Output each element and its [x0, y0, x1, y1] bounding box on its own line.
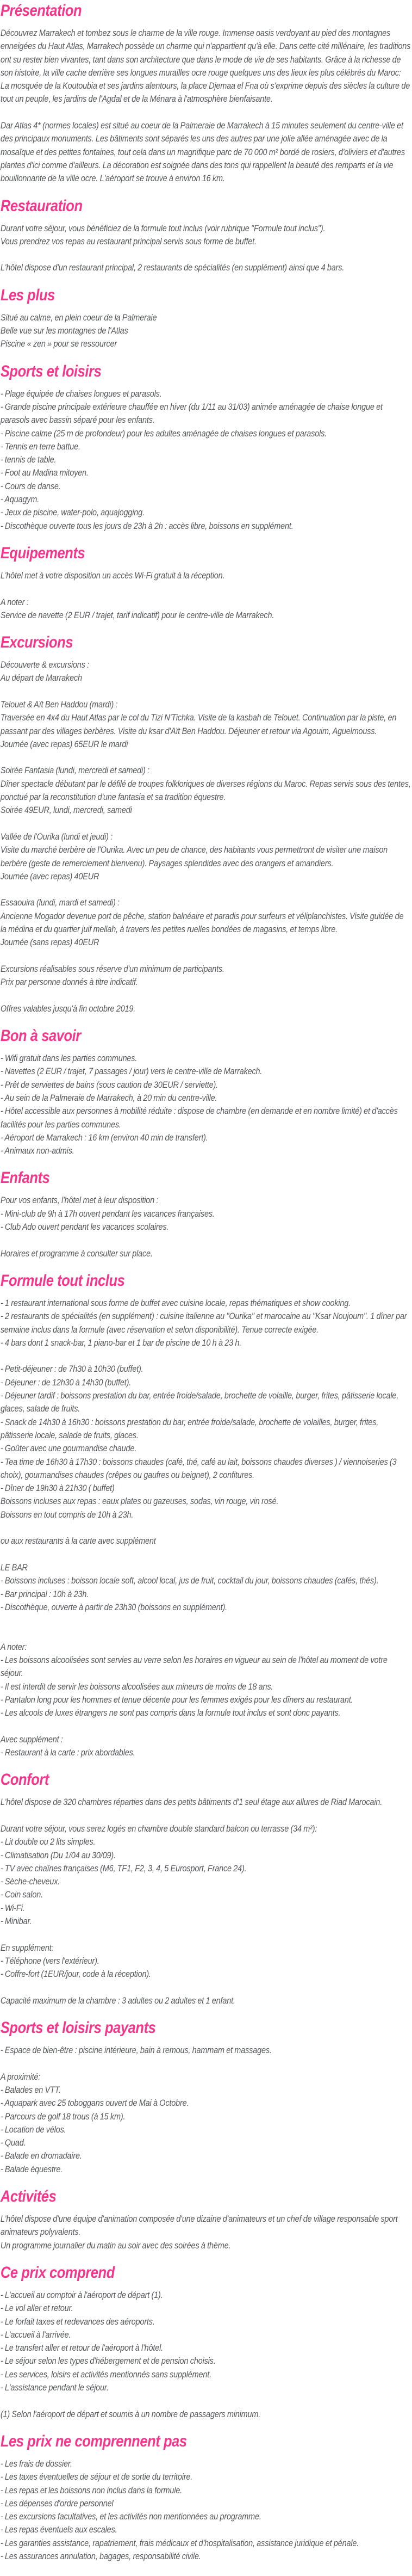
text-line: - Les excursions facultatives, et les activités non mentionnées au programme.	[0, 2511, 261, 2522]
text-line: Belle vue sur les montagnes de l'Atlas	[0, 325, 128, 336]
text-line: - Espace de bien-être : piscine intérieure, bain à remous, hammam et massages.	[0, 2045, 272, 2056]
section-heading: Sports et loisirs	[0, 362, 102, 380]
text-line: - L'assistance pendant le séjour.	[0, 2382, 109, 2393]
text-line: - Il est interdit de servir les boissons alcoolisées aux mineurs de moins de 18 ans.	[0, 1681, 273, 1692]
section-heading: Sports et loisirs payants	[0, 2019, 156, 2037]
text-line: Dar Atlas 4* (normes locales) est situé au coeur de la Palmeraie de Marrakech à 15 minutes seulement du centre-ville et des principaux monuments. Les bâtiments sont séparés les uns des autres par une jolie allée aménagée avec de la mosaïque et des petites fontaines, tout cela dans un magnifique parc de 70 000 m² bordé de rosiers, d'oliviers et d'autres plantes d'ici comme d'ailleurs. La décoration est soignée dans des tons qui rappellent la beauté des remparts et la vie bouillonnante de la ville ocre. L'aéroport se trouve à environ 16 km.	[0, 120, 405, 184]
text-line: - Les repas éventuels aux escales.	[0, 2524, 117, 2535]
text-line: - Minibar.	[0, 1916, 32, 1927]
text-line: - Goûter avec une gourmandise chaude.	[0, 1443, 137, 1454]
text-line: - Balades en VTT.	[0, 2085, 61, 2095]
section-heading: Equipements	[0, 544, 85, 562]
text-line: Durant votre séjour, vous bénéficiez de la formule tout inclus (voir rubrique "Formule tout inclus").	[0, 223, 326, 233]
blank-line	[1, 2394, 411, 2407]
section-heading: Confort	[0, 1771, 49, 1789]
text-line: - Foot au Madina mitoyen.	[0, 467, 89, 478]
text-line: - Cours de danse.	[0, 480, 61, 491]
text-line: - Le vol aller et retour.	[0, 2303, 73, 2314]
section-enfants	[1, 1169, 411, 1260]
text-line: - Discothèque, ouverte à partir de 23h30 (boissons en supplément).	[0, 1601, 227, 1612]
text-line: Offres valables jusqu'à fin octobre 2019.	[0, 1003, 136, 1014]
text-line: - Les repas et les boissons non inclus dans la formule.	[0, 2485, 183, 2495]
section-heading: Restauration	[0, 196, 83, 215]
text-line: Capacité maximum de la chambre : 3 adultes ou 2 adultes et 1 enfant.	[0, 1995, 235, 2006]
text-line: Soirée Fantasia (lundi, mercredi et samedi) :	[0, 765, 149, 776]
section-bon-a-savoir	[1, 1027, 411, 1157]
text-line: A noter:	[0, 1641, 27, 1652]
text-line: Piscine « zen » pour se ressourcer	[0, 338, 117, 349]
section-formule-tout-inclus	[1, 1272, 411, 1759]
blank-line	[1, 883, 411, 896]
section-equipements	[1, 545, 411, 622]
text-line: Un programme journalier du matin au soir avec des soirées à thème.	[0, 2240, 231, 2251]
text-line: L'hôtel met à votre disposition un accès Wi-Fi gratuit à la réception.	[0, 570, 225, 581]
text-line: - Le transfert aller et retour de l'aéroport à l'hôtel.	[0, 2343, 164, 2353]
text-line: Horaires et programme à consulter sur place.	[0, 1248, 153, 1259]
text-line: - Les garanties assistance, rapatriement, frais médicaux et d'hospitalisation, assistance juridique et pénale.	[0, 2537, 359, 2548]
text-line: Journée (avec repas) 40EUR	[0, 871, 99, 882]
text-line: - Club Ado ouvert pendant les vacances scolaires.	[0, 1222, 169, 1232]
blank-line	[1, 248, 411, 261]
text-line: - Restaurant à la carte : prix abordables.	[0, 1747, 135, 1758]
section-sports-et-loisirs	[1, 363, 411, 533]
text-line: - Wifi gratuit dans les parties communes.	[0, 1053, 138, 1064]
blank-line	[1, 1928, 411, 1941]
blank-line	[1, 1521, 411, 1534]
section-heading: Activités	[0, 2187, 57, 2206]
text-line: Essaouira (lundi, mardi et samedi) :	[0, 897, 120, 908]
text-line: ou aux restaurants à la carte avec supplément	[0, 1536, 156, 1546]
text-line: - Les alcools de luxes étrangers ne sont pas compris dans la formule tout inclus et sont donc payants.	[0, 1708, 341, 1718]
text-line: - Piscine calme (25 m de profondeur) pour les adultes aménagée de chaises longues et parasols.	[0, 428, 327, 439]
blank-line	[1, 106, 411, 119]
text-line: - Les taxes éventuelles de séjour et de sortie du territoire.	[0, 2472, 193, 2482]
text-line: - Les boissons alcoolisées sont servies au verre selon les horaires en vigueur au sein de l'hôtel au moment de votre séjour.	[0, 1654, 388, 1679]
text-line: Excursions réalisables sous réserve d'un minimum de participants.	[0, 963, 224, 974]
text-line: - L'accueil à l'arrivée.	[0, 2329, 71, 2340]
blank-line	[1, 1981, 411, 1994]
text-line: - Quad.	[0, 2137, 26, 2148]
text-line: Service de navette (2 EUR / trajet, tarif indicatif) pour le centre-ville de Marrakech.	[0, 609, 274, 620]
text-line: - tennis de table.	[0, 454, 57, 465]
text-line: - Le séjour selon les types d'hébergement et de pension choisis.	[0, 2356, 216, 2367]
section-heading: Excursions	[0, 633, 73, 652]
section-excursions	[1, 634, 411, 1015]
text-line: Vous prendrez vos repas au restaurant principal servis sous forme de buffet.	[0, 236, 257, 246]
text-line: - 4 bars dont 1 snack-bar, 1 piano-bar et 1 bar de piscine de 10 h à 23 h.	[0, 1337, 242, 1348]
text-line: - Coffre-fort (1EUR/jour, code à la réception).	[0, 1969, 151, 1980]
section-heading: Présentation	[0, 2, 82, 20]
section-presentation	[1, 2, 411, 186]
text-line: - Dîner de 19h30 à 21h30 ( buffet)	[0, 1483, 115, 1494]
blank-line	[1, 950, 411, 963]
text-line: - Coin salon.	[0, 1889, 43, 1900]
text-line: - Climatisation (Du 1/04 au 30/09).	[0, 1850, 116, 1860]
text-line: (1) Selon l'aéroport de départ et soumis à un nombre de passagers minimum.	[0, 2408, 261, 2419]
blank-line	[1, 1548, 411, 1561]
section-les-prix-ne-comprennent-pas	[1, 2433, 411, 2563]
text-line: - Petit-déjeuner : de 7h30 à 10h30 (buffet).	[0, 1364, 143, 1375]
text-line: Au départ de Marrakech	[0, 673, 82, 683]
text-line: Découvrez Marrakech et tombez sous le charme de la ville rouge. Immense oasis verdoyant au pied des montagnes enneigées du Haut Atlas, Marrakech possède un charme qui n'appartient qu'à elle. Dans cette cité millénaire, les traditions ont su rester bien vivantes, tant dans son architecture que dans le mode de vie de ses habitants. Grâce à la richesse de son histoire, la ville cache derrière ses longues murailles ocre rouge quelques uns des lieux les plus célébrés du Maroc: La mosquée de la Koutoubia et ses jardins alentours, la place Djemaa el Fna où s'exprime depuis des siècles la culture de tout un peuple, les jardins de l'Agdal et de la Ménara à l'atmosphère bienfaisante.	[0, 28, 411, 104]
section-restauration	[1, 198, 411, 275]
text-line: Situé au calme, en plein coeur de la Palmeraie	[0, 312, 157, 323]
text-line: - Pantalon long pour les hommes et tenue décente pour les femmes exigés pour les dîners au restaurant.	[0, 1694, 353, 1705]
text-line: - Les frais de dossier.	[0, 2458, 72, 2469]
text-line: Telouet & Aït Ben Haddou (mardi) :	[0, 699, 118, 710]
text-line: A noter :	[0, 596, 29, 607]
text-line: - Boissons incluses : boisson locale soft, alcool local, jus de fruit, cocktail du jour, boissons chaudes (cafés, thés).	[0, 1575, 379, 1586]
text-line: Découverte & excursions :	[0, 660, 89, 670]
blank-line	[1, 582, 411, 595]
text-line: Journée (avec repas) 65EUR le mardi	[0, 738, 128, 749]
text-line: - Aquapark avec 25 toboggans ouvert de Mai à Octobre.	[0, 2098, 189, 2109]
blank-line	[1, 1627, 411, 1640]
text-line: - Parcours de golf 18 trous (à 15 km).	[0, 2111, 126, 2122]
text-line: - Tennis en terre battue.	[0, 441, 80, 452]
section-les-plus	[1, 287, 411, 351]
text-line: Boissons en tout compris de 10h à 23h.	[0, 1509, 134, 1520]
blank-line	[1, 685, 411, 698]
text-line: - Jeux de piscine, water-polo, aquajogging.	[0, 507, 145, 518]
text-line: - Navettes (2 EUR / trajet, 7 passages / jour) vers le centre-ville de Marrakech.	[0, 1066, 263, 1077]
blank-line	[1, 1234, 411, 1247]
text-line: - Au sein de la Palmeraie de Marrakech, à 20 min du centre-ville.	[0, 1093, 217, 1103]
blank-line	[1, 817, 411, 830]
text-line: En supplément:	[0, 1942, 54, 1953]
blank-line	[1, 1809, 411, 1822]
section-sports-et-loisirs-payants	[1, 2019, 411, 2176]
text-line: - Les assurances annulation, bagages, responsabilité civile.	[0, 2551, 201, 2562]
blank-line	[1, 1349, 411, 1363]
text-line: - Mini-club de 9h à 17h ouvert pendant les vacances françaises.	[0, 1208, 215, 1219]
text-line: LE BAR	[0, 1562, 28, 1573]
text-line: - Aquagym.	[0, 494, 40, 505]
text-line: - Hôtel accessible aux personnes à mobilité réduite : dispose de chambre (en demande et en nombre limité) et d'accès facilités pour les parties communes.	[0, 1106, 398, 1130]
text-line: - Lit double ou 2 lits simples.	[0, 1837, 96, 1847]
section-ce-prix-comprend	[1, 2264, 411, 2421]
section-heading: Ce prix comprend	[0, 2263, 115, 2282]
blank-line	[1, 989, 411, 1002]
text-line: Visite du marché berbère de l'Ourika. Avec un peu de chance, des habitants vous permettront de visiter une maison berbère (geste de remerciement bienvenu). Paysages splendides avec des orangers et amandiers.	[0, 845, 388, 868]
text-line: - Le forfait taxes et redevances des aéroports.	[0, 2316, 155, 2327]
text-line: - L'accueil au comptoir à l'aéroport de départ (1).	[0, 2289, 163, 2300]
text-line: - Wi-Fi.	[0, 1902, 25, 1913]
section-heading: Formule tout inclus	[0, 1271, 125, 1290]
section-activites	[1, 2188, 411, 2252]
text-line: Boissons incluses aux repas : eaux plates ou gazeuses, sodas, vin rouge, vin rosé.	[0, 1496, 279, 1507]
blank-line	[1, 2057, 411, 2070]
section-heading: Les plus	[0, 286, 55, 304]
text-line: Ancienne Mogador devenue port de pêche, station balnéaire et paradis pour surfeurs et véliplanchistes. Visite guidée de la médina et du quartier juif mellah, à travers les petites ruelles bondées de magasins, et temps libre.	[0, 910, 404, 935]
section-confort	[1, 1771, 411, 2007]
text-line: - Prêt de serviettes de bains (sous caution de 30EUR / serviette).	[0, 1079, 219, 1090]
text-line: - 2 restaurants de spécialités (en supplément) : cuisine italienne au "Ourika" et marocaine au "Ksar Noujoum". 1 dîner par semaine inclus dans la formule (avec réservation et selon disponibilité). Tenue correcte exigée.	[0, 1311, 407, 1335]
text-line: - Animaux non-admis.	[0, 1145, 74, 1156]
text-line: - TV avec chaînes françaises (M6, TF1, F2, 3, 4, 5 Eurosport, France 24).	[0, 1863, 247, 1874]
text-line: Vallée de l'Ourika (lundi et jeudi) :	[0, 831, 113, 842]
section-heading: Bon à savoir	[0, 1027, 81, 1045]
text-line: - Snack de 14h30 à 16h30 : boissons prestation du bar, entrée froide/salade, brochette de volailles, burger, frites, pâtisserie locale, salade de fruits, glaces.	[0, 1416, 379, 1440]
text-line: Traversée en 4x4 du Haut Atlas par le col du Tizi N'Tichka. Visite de la kasbah de Telouet. Continuation par la piste, en passant par des villages berbères. Visite du ksar d'Aït Ben Haddou. Déjeuner et retour via Agouim, Aguelmouss.	[0, 712, 397, 736]
text-line: - Plage équipée de chaises longues et parasols.	[0, 388, 162, 399]
text-line: - Discothèque ouverte tous les jours de 23h à 2h : accès libre, boissons en supplément.	[0, 520, 294, 531]
text-line: Pour vos enfants, l'hôtel met à leur disposition :	[0, 1195, 159, 1206]
text-line: - 1 restaurant international sous forme de buffet avec cuisine locale, repas thématiques et show cooking.	[0, 1297, 351, 1308]
section-heading: Enfants	[0, 1169, 50, 1187]
text-line: L'hôtel dispose de 320 chambres réparties dans des petits bâtiments d'1 seul étage aux allures de Riad Marocain.	[0, 1797, 383, 1808]
text-line: - Déjeuner tardif : boissons prestation du bar, entrée froide/salade, brochette de volaille, burger, frites, pâtisserie locale, glaces, salade de fruits.	[0, 1390, 399, 1414]
text-line: L'hôtel dispose d'une équipe d'animation composée d'une dizaine d'animateurs et un chef de village responsable sport animateurs polyvalents.	[0, 2214, 398, 2238]
text-line: - Bar principal : 10h à 23h.	[0, 1588, 89, 1599]
blank-line	[1, 1614, 411, 1627]
text-line: - Balade équestre.	[0, 2164, 63, 2174]
blank-line	[1, 751, 411, 764]
text-line: - Téléphone (vers l'extérieur).	[0, 1955, 99, 1966]
text-line: Avec supplément :	[0, 1734, 63, 1745]
text-line: - Location de vélos.	[0, 2124, 66, 2135]
text-line: - Aéroport de Marrakech : 16 km (environ 40 min de transfert).	[0, 1132, 208, 1143]
text-line: Dîner spectacle débutant par le défilé de troupes folkloriques de diverses régions du Maroc. Repas servis sous des tentes, ponctué par la reconstitution d'une fantasia et sa tradition équestre.	[0, 778, 411, 803]
text-line: - Tea time de 16h30 à 17h30 : boissons chaudes (café, thé, café au lait, boissons chaudes diverses ) / viennoiseries (3 choix), gourmandises chaudes (crêpes ou gaufres ou beignet), 2 confitures.	[0, 1456, 397, 1480]
text-line: - Balade en dromadaire.	[0, 2150, 82, 2161]
text-line: - Grande piscine principale extérieure chauffée en hiver (du 1/11 au 31/03) animée aménagée de chaise longue et parasols avec bassin séparé pour les enfants.	[0, 401, 383, 426]
text-line: Soirée 49EUR, lundi, mercredi, samedi	[0, 805, 132, 816]
section-heading: Les prix ne comprennent pas	[0, 2432, 187, 2450]
blank-line	[1, 1720, 411, 1733]
text-line: Durant votre séjour, vous serez logés en chambre double standard balcon ou terrasse (34 m²):	[0, 1823, 317, 1834]
text-line: - Les dépenses d'ordre personnel	[0, 2498, 114, 2509]
text-line: Prix par personne donnés à titre indicatif.	[0, 977, 138, 988]
text-line: Journée (sans repas) 40EUR	[0, 937, 99, 948]
text-line: - Déjeuner : de 12h30 à 14h30 (buffet).	[0, 1377, 132, 1388]
text-line: - Les services, loisirs et activités mentionnés sans supplément.	[0, 2369, 211, 2380]
text-line: - Sèche-cheveux.	[0, 1876, 60, 1887]
text-line: L'hôtel dispose d'un restaurant principal, 2 restaurants de spécialités (en supplément) ainsi que 4 bars.	[0, 262, 345, 273]
text-line: A proximité:	[0, 2071, 41, 2082]
